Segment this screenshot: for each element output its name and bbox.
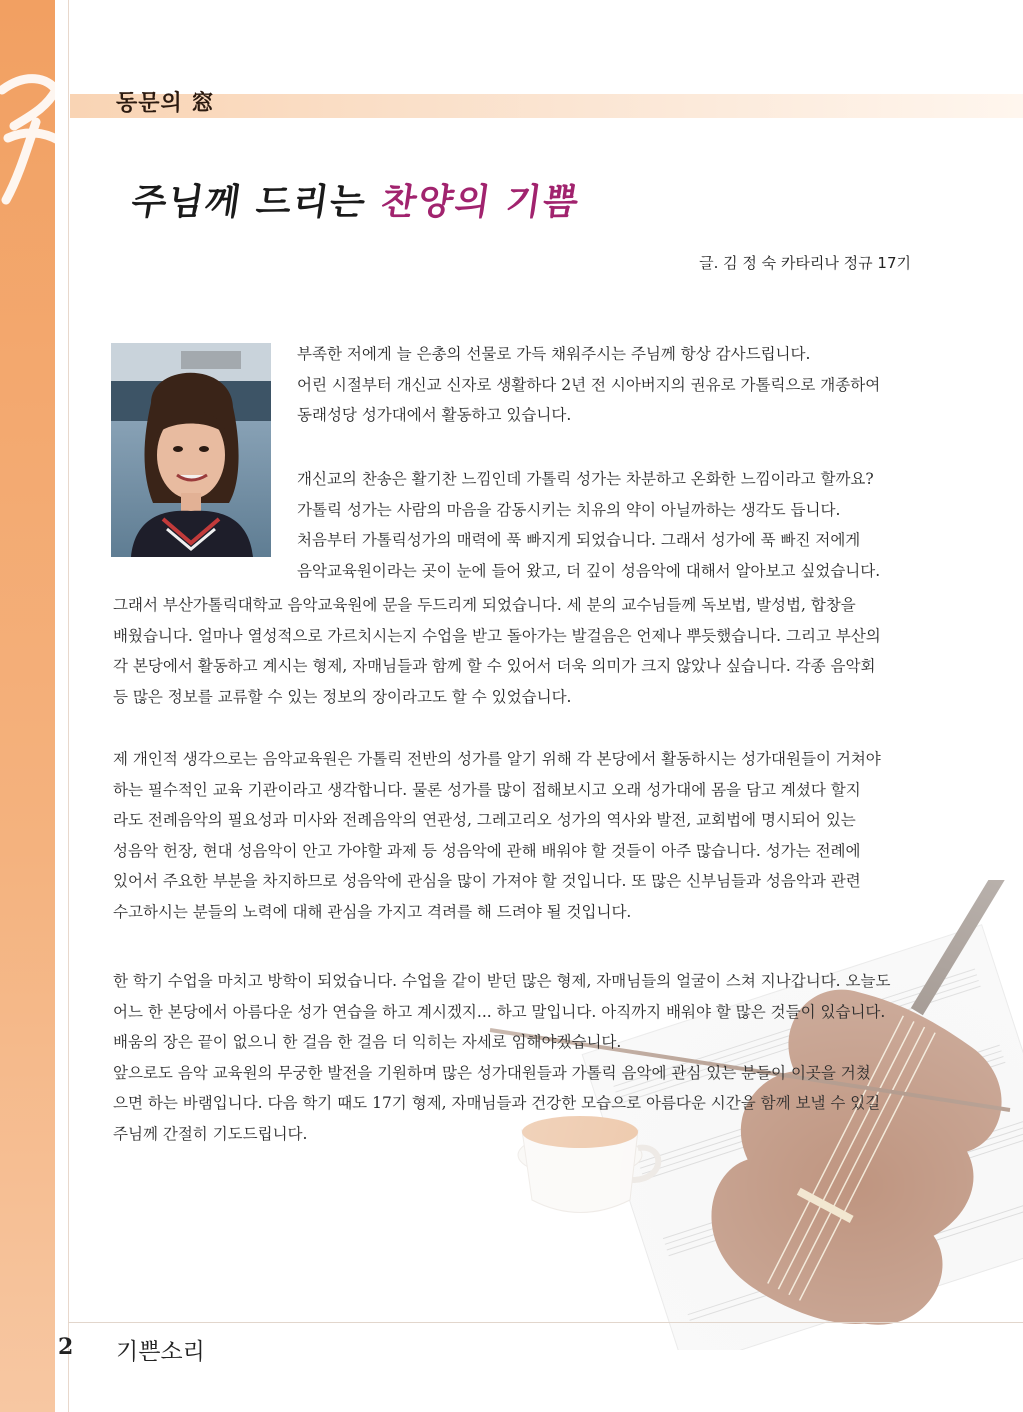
text-line: 동래성당 성가대에서 활동하고 있습니다. — [297, 406, 572, 424]
text-line: 하는 필수적인 교육 기관이라고 생각합니다. 물론 성가를 많이 접해보시고 오래 성가대에 몸을 담고 계셨다 할지 — [113, 780, 861, 799]
calligraphy-mark-icon — [0, 60, 66, 210]
paragraph-third — [113, 744, 881, 927]
title-main: 주님께 드리는 — [128, 182, 385, 223]
margin-rule — [68, 0, 69, 1412]
text-line: 등 많은 정보를 교류할 수 있는 정보의 장이라고도 할 수 있었습니다. — [113, 687, 572, 706]
side-color-band — [0, 0, 55, 1412]
text-line: 으면 하는 바램입니다. 다음 학기 때도 17기 형제, 자매님들과 건강한 모습으로 아름다운 시간을 함께 보낼 수 있길 — [113, 1094, 881, 1112]
paragraph-second-full — [113, 590, 881, 712]
text-line: 배움의 장은 끝이 없으니 한 걸음 한 걸음 더 익히는 자세로 임해야겠습니다. — [113, 1033, 622, 1051]
text-line: 있어서 주요한 부분을 차지하므로 성음악에 관심을 많이 가져야 할 것입니다. 또 많은 신부님들과 성음악과 관련 — [113, 872, 861, 890]
text-line: 앞으로도 음악 교육원의 무궁한 발전을 기원하며 많은 성가대원들과 가톨릭 음악에 관심 있는 분들이 이곳을 거쳤 — [113, 1063, 871, 1082]
text-line: 성음악 헌장, 현대 성음악이 안고 가야할 과제 등 성음악에 관해 배워야 할 것들이 아주 많습니다. 성가는 전례에 — [113, 841, 861, 860]
title-accent: 찬양의 기쁨 — [378, 182, 583, 223]
text-line: 부족한 저에게 늘 은총의 선물로 가득 채워주시는 주님께 항상 감사드립니다. — [297, 345, 811, 363]
footer-rule — [68, 1322, 1023, 1323]
text-line: 처음부터 가톨릭성가의 매력에 푹 빠지게 되었습니다. 그래서 성가에 푹 빠진 저에게 — [297, 531, 861, 549]
text-line: 수고하시는 분들의 노력에 대해 관심을 가지고 격려를 해 드려야 될 것입니다. — [113, 902, 632, 921]
section-label: 동문의 窓 — [116, 91, 215, 116]
text-line: 배웠습니다. 얼마나 열성적으로 가르치시는지 수업을 받고 돌아가는 발걸음은 언제나 뿌듯했습니다. 그리고 부산의 — [113, 626, 881, 645]
text-line: 한 학기 수업을 마치고 방학이 되었습니다. 수업을 같이 받던 많은 형제, 자매님들의 얼굴이 스쳐 지나갑니다. 오늘도 — [113, 972, 891, 990]
paragraph-second-wrapped — [297, 464, 880, 586]
text-line: 각 본당에서 활동하고 계시는 형제, 자매님들과 함께 할 수 있어서 더욱 의미가 크지 않았나 싶습니다. 각종 음악회 — [113, 657, 876, 675]
text-line: 어느 한 본당에서 아름다운 성가 연습을 하고 계시겠지... 하고 말입니다. 아직까지 배워야 할 많은 것들이 있습니다. — [113, 1002, 886, 1021]
magazine-name: 기쁜소리 — [116, 1339, 205, 1365]
text-line: 라도 전례음악의 필요성과 미사와 전례음악의 연관성, 그레고리오 성가의 역사와 발전, 교회법에 명시되어 있는 — [113, 811, 856, 829]
text-line: 그래서 부산가톨릭대학교 음악교육원에 문을 두드리게 되었습니다. 세 분의 교수님들께 독보법, 발성법, 합창을 — [113, 596, 856, 614]
text-line: 가톨릭 성가는 사람의 마음을 감동시키는 치유의 약이 아닐까하는 생각도 듭니다. — [297, 500, 841, 519]
author-photo — [111, 343, 271, 557]
text-line: 어린 시절부터 개신교 신자로 생활하다 2년 전 시아버지의 권유로 가톨릭으로 개종하여 — [297, 375, 881, 394]
page-number: 2 — [58, 1334, 74, 1360]
text-line: 제 개인적 생각으로는 음악교육원은 가톨릭 전반의 성가를 알기 위해 각 본당에서 활동하시는 성가대원들이 거쳐야 — [113, 750, 881, 768]
text-line: 음악교육원이라는 곳이 눈에 들어 왔고, 더 깊이 성음악에 대해서 알아보고 싶었습니다. — [297, 561, 881, 580]
paragraph-intro — [297, 339, 880, 431]
text-line: 주님께 간절히 기도드립니다. — [113, 1124, 308, 1143]
text-line: 개신교의 찬송은 활기찬 느낌인데 가톨릭 성가는 차분하고 온화한 느낌이라고 할까요? — [297, 470, 874, 488]
article-title — [128, 174, 583, 225]
paragraph-fourth — [113, 966, 890, 1149]
author-byline: 글. 김 정 숙 카타리나 정규 17기 — [699, 254, 911, 272]
